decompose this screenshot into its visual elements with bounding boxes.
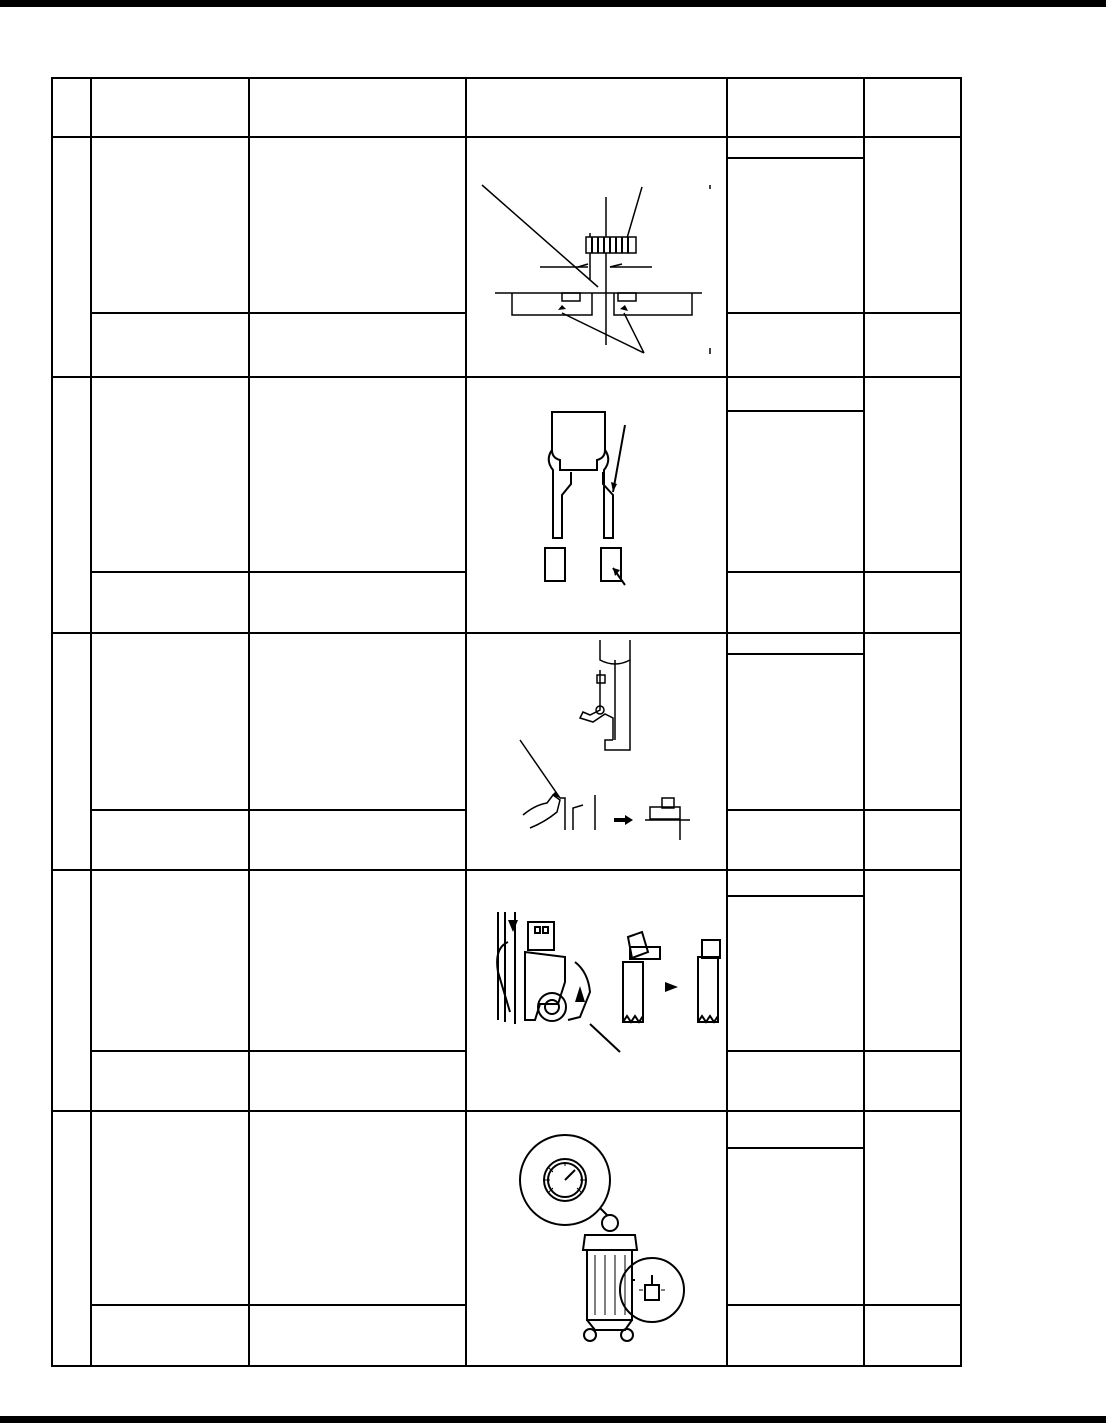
cell-strip-line — [726, 1147, 864, 1149]
connector-terminal-diagram — [535, 400, 655, 595]
row-divider — [51, 632, 962, 634]
cell-strip-line — [726, 157, 864, 159]
subrow-divider — [90, 1050, 466, 1052]
column-divider — [726, 77, 728, 1367]
subrow-divider — [726, 1050, 962, 1052]
pressure-gauge-filter-diagram — [515, 1130, 710, 1355]
row-divider — [51, 1110, 962, 1112]
subrow-divider — [726, 312, 962, 314]
column-divider — [465, 77, 467, 1367]
cell-strip-line — [726, 895, 864, 897]
subrow-divider — [726, 809, 962, 811]
header-row-divider — [51, 136, 962, 138]
cell-strip-line — [726, 410, 864, 412]
gap-gauge-adjustment-diagram — [470, 175, 720, 370]
column-divider — [863, 77, 865, 1367]
subrow-divider — [90, 809, 466, 811]
top-rule — [0, 0, 1106, 7]
subrow-divider — [726, 1304, 962, 1306]
cell-strip-line — [726, 653, 864, 655]
bottom-rule — [0, 1416, 1106, 1423]
column-divider — [90, 77, 92, 1367]
subrow-divider — [90, 571, 466, 573]
row-divider — [51, 376, 962, 378]
subrow-divider — [90, 1304, 466, 1306]
subrow-divider — [90, 312, 466, 314]
mechanism-lever-diagram — [480, 912, 725, 1062]
subrow-divider — [726, 571, 962, 573]
row-divider — [51, 869, 962, 871]
bracket-hand-adjustment-diagram — [505, 640, 710, 850]
column-divider — [248, 77, 250, 1367]
